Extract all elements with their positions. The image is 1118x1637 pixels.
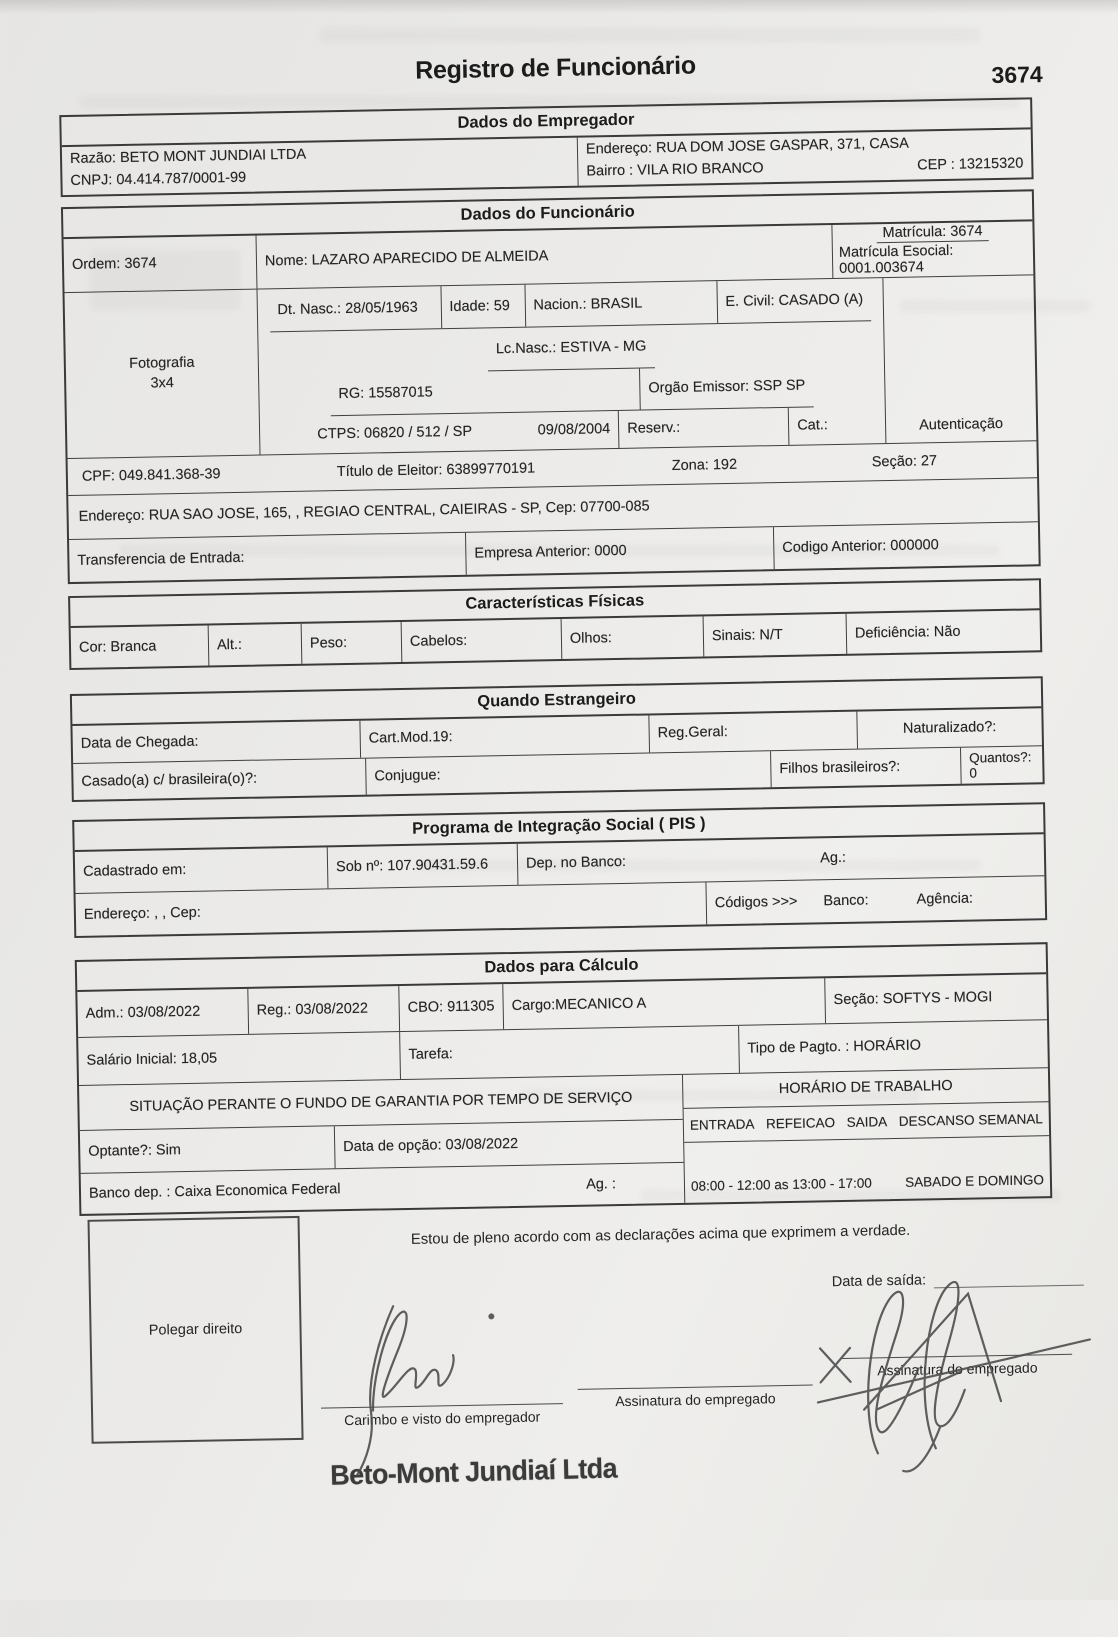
ordem: Ordem: 3674 (64, 235, 258, 292)
matricula-esocial: Matrícula Esocial: 0001.003674 (833, 240, 1034, 278)
ctps: CTPS: 06820 / 512 / SP (317, 424, 472, 443)
section-estrangeiro (70, 676, 1045, 802)
data-admissao: Adm.: 03/08/2022 (77, 988, 249, 1036)
section-header-funcionario: Dados do Funcionário (63, 191, 1032, 239)
cpf: CPF: 049.841.368-39 (82, 464, 337, 485)
orgao-emissor: Orgão Emissor: SSP SP (640, 365, 814, 409)
pis-cadastrado-em: Cadastrado em: (75, 847, 329, 893)
employee-signature-field-1 (578, 1384, 813, 1409)
secao-trabalho: Seção: SOFTYS - MOGI (825, 974, 1047, 1023)
empregador-right-cell (578, 129, 1032, 185)
fgts-titulo: SITUAÇÃO PERANTE O FUNDO DE GARANTIA POR TEMPO DE SERVIÇO (79, 1074, 683, 1129)
tarefa: Tarefa: (400, 1025, 740, 1078)
col-entrada: ENTRADA (690, 1116, 755, 1132)
horario-trabalho-titulo: HORÁRIO DE TRABALHO (683, 1068, 1049, 1108)
signature-line (842, 1353, 1072, 1358)
nome: Nome: LAZARO APARECIDO DE ALMEIDA (256, 225, 833, 289)
signature-line (321, 1403, 563, 1408)
titulo-eleitor: Título de Eleitor: 63899770191 (337, 457, 672, 479)
cabelos: Cabelos: (402, 619, 563, 662)
salario-inicial: Salário Inicial: 18,05 (78, 1032, 401, 1085)
employer-signature-label: Carimbo e visto do empregador (321, 1408, 563, 1428)
section-header-caracteristicas: Características Físicas (70, 580, 1039, 628)
matricula: Matrícula: 3674 (876, 222, 988, 243)
empregador-cep: CEP : 13215320 (917, 153, 1024, 177)
cnpj: CNPJ: 04.414.787/0001-99 (70, 167, 246, 192)
photo-label-line1: Fotografia (129, 352, 195, 373)
thumbprint-label: Polegar direito (91, 1319, 299, 1339)
idade: Idade: 59 (441, 284, 526, 328)
page-title: Registro de Funcionário (0, 44, 1115, 93)
photo-placeholder (65, 289, 261, 458)
secao-eleitoral: Seção: 27 (872, 453, 938, 470)
doc-number: 3674 (991, 61, 1043, 89)
fgts-horario-split (79, 1068, 1050, 1214)
banco-agencia: Ag. : (586, 1176, 616, 1193)
pis-codigos: Códigos >>> (715, 893, 798, 911)
pis-codigos-cell (706, 876, 1045, 924)
data-opcao: Data de opção: 03/08/2022 (335, 1119, 684, 1167)
section-header-calculo: Dados para Cálculo (77, 944, 1046, 992)
data-nascimento: Dt. Nasc.: 28/05/1963 (269, 286, 442, 331)
exit-date-label: Data de saída: (832, 1272, 927, 1290)
ctps-data: 09/08/2004 (538, 421, 611, 438)
section-funcionario (61, 189, 1041, 584)
cbo: CBO: 911305 (399, 984, 504, 1031)
casado-brasileira: Casado(a) c/ brasileira(o)?: (73, 758, 367, 799)
empregador-bairro: Bairro : VILA RIO BRANCO (586, 158, 764, 183)
zona-eleitoral: Zona: 192 (672, 454, 872, 474)
declaration-text: Estou de pleno acordo com as declarações acima que exprimem a verdade. (411, 1222, 910, 1247)
empresa-anterior: Empresa Anterior: 0000 (466, 527, 775, 575)
pis-numero: Sob nº: 107.90431.59.6 (328, 843, 519, 887)
exit-date-blank-line (934, 1270, 1084, 1288)
transferencia-entrada: Transferencia de Entrada: (69, 532, 467, 581)
section-header-empregador: Dados do Empregador (61, 99, 1030, 147)
peso: Peso: (302, 621, 403, 663)
thumbprint-box (88, 1215, 304, 1443)
cart-mod-19: Cart.Mod.19: (360, 715, 650, 757)
tipo-pagamento: Tipo de Pagto. : HORÁRIO (739, 1020, 1048, 1073)
autenticacao: Autenticação (883, 275, 1036, 443)
employee-signature-label-1: Assinatura do empregado (578, 1389, 813, 1409)
pis-banco: Banco: (823, 892, 868, 909)
employee-signature-label-2: Assinatura do empregado (842, 1358, 1072, 1378)
descanso-valor: SABADO E DOMINGO (905, 1172, 1044, 1190)
section-pis (72, 802, 1047, 938)
reservista: Reserv.: (619, 407, 790, 447)
section-calculo (75, 942, 1053, 1216)
signature-line (578, 1384, 813, 1389)
col-descanso: DESCANSO SEMANAL (899, 1111, 1043, 1129)
section-header-estrangeiro: Quando Estrangeiro (72, 678, 1041, 726)
filhos-brasileiros: Filhos brasileiros?: (771, 747, 962, 786)
categoria: Cat.: (789, 406, 836, 444)
section-caracteristicas (68, 578, 1042, 670)
nacionalidade: Nacion.: BRASIL (525, 281, 718, 327)
col-saida: SAIDA (846, 1114, 887, 1130)
pis-dep-banco: Dep. no Banco: (526, 854, 626, 872)
section-header-pis: Programa de Integração Social ( PIS ) (74, 804, 1043, 852)
optante: Optante?: Sim (80, 1126, 336, 1173)
local-nascimento: Lc.Nasc.: ESTIVA - MG (488, 325, 655, 370)
estado-civil: E. Civil: CASADO (A) (717, 278, 872, 323)
altura: Alt.: (209, 623, 303, 665)
codigo-anterior: Codigo Anterior: 000000 (774, 522, 1039, 569)
employer-stamp-signature-field (321, 1403, 563, 1428)
employer-handwritten-signature (354, 1304, 497, 1475)
olhos: Olhos: (562, 616, 705, 659)
employee-signature-field-2 (842, 1353, 1072, 1378)
quantos-filhos: Quantos?: 0 (961, 746, 1043, 783)
signature-area (17, 1196, 1118, 1636)
pis-agencia: Agência: (916, 890, 973, 907)
rg: RG: 15587015 (330, 368, 641, 415)
cargo: Cargo:MECANICO A (503, 978, 826, 1029)
naturalizado: Naturalizado?: (857, 708, 1042, 748)
reg-geral: Reg.Geral: (649, 711, 858, 752)
horario-valor: 08:00 - 12:00 as 13:00 - 17:00 (691, 1175, 872, 1193)
col-refeicao: REFEICAO (766, 1115, 835, 1131)
pis-agencia-label: Ag.: (820, 850, 846, 866)
banco-deposito: Banco dep. : Caixa Economica Federal (89, 1181, 341, 1202)
company-stamp-text: Beto-Mont Jundiaí Ltda (330, 1452, 617, 1492)
cor: Cor: Branca (71, 625, 210, 668)
empregador-left-cell (62, 138, 579, 195)
photo-label-line2: 3x4 (150, 373, 174, 394)
data-chegada: Data de Chegada: (72, 720, 361, 762)
data-registro: Reg.: 03/08/2022 (248, 986, 400, 1034)
exit-date-field (832, 1269, 1085, 1290)
conjugue: Conjugue: (366, 751, 772, 794)
deficiencia: Deficiência: Não (847, 610, 1041, 654)
empregador-endereco: Endereço: RUA DOM JOSE GASPAR, 371, CASA (586, 134, 909, 162)
sinais: Sinais: N/T (704, 613, 848, 656)
pis-endereco: Endereço: , , Cep: (76, 882, 708, 936)
funcionario-endereco: Endereço: RUA SAO JOSE, 165, , REGIAO CENTRAL, CAIEIRAS - SP, Cep: 07700-085 (78, 498, 649, 524)
razao-social: Razão: BETO MONT JUNDIAI LTDA (70, 145, 306, 171)
